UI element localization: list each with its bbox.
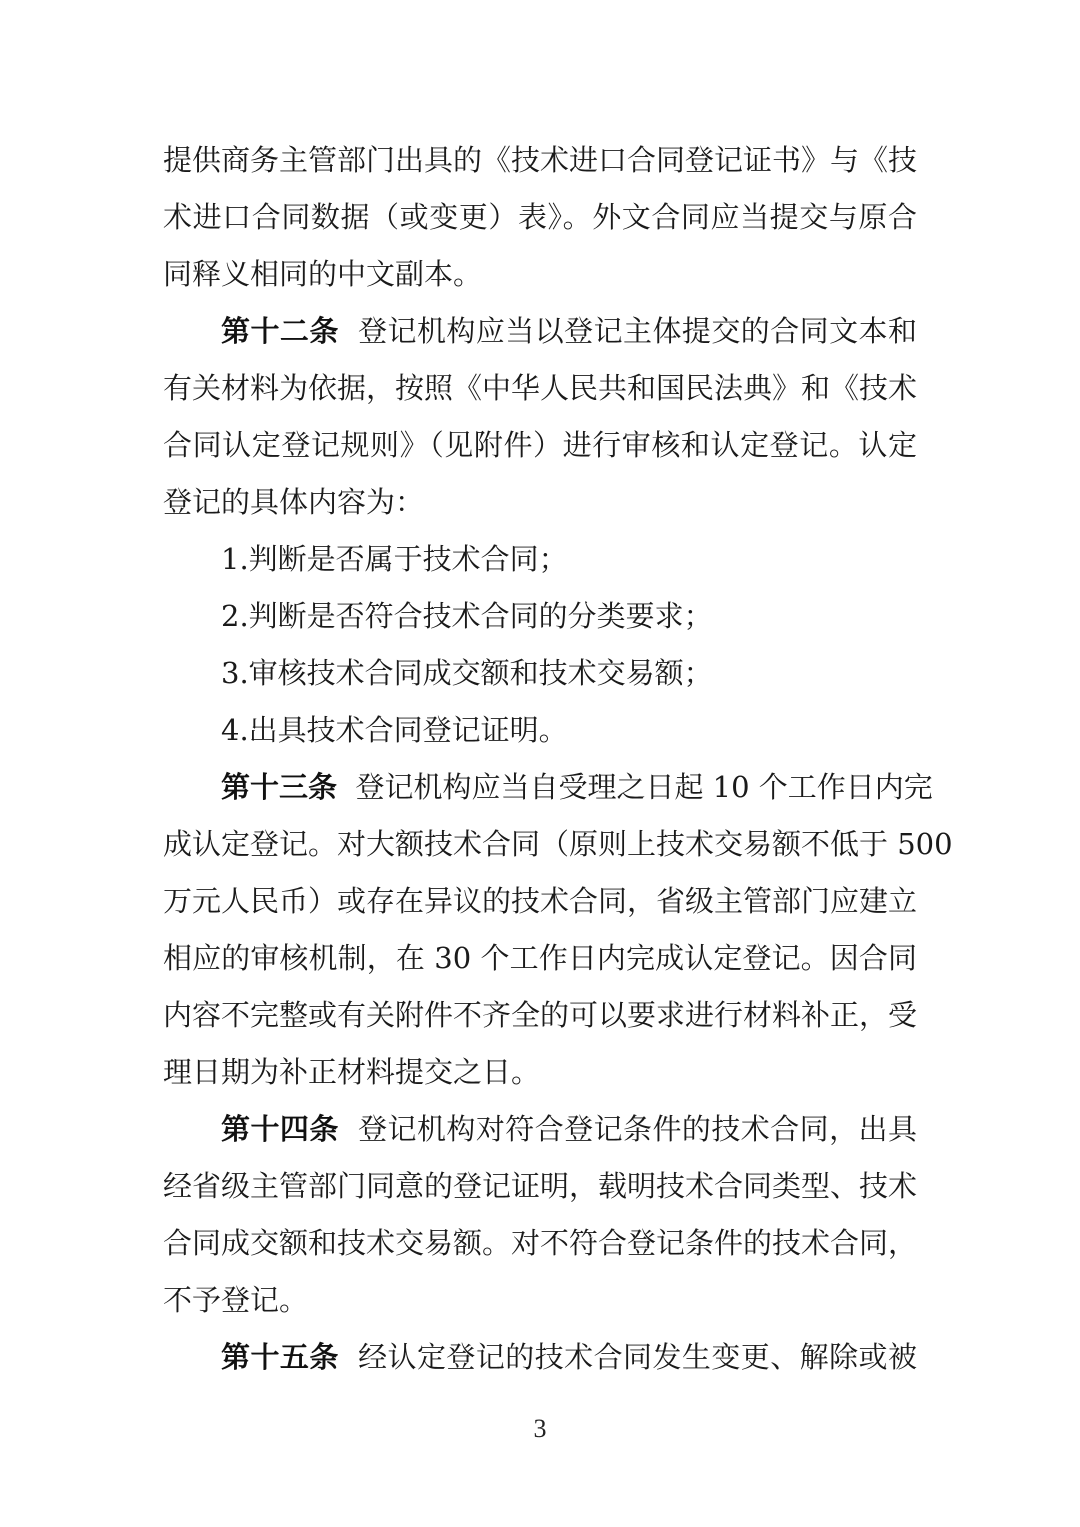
text-line <box>163 132 917 189</box>
text-line <box>163 759 933 816</box>
text-line <box>163 417 917 474</box>
text-line <box>163 588 917 645</box>
text-line <box>163 531 917 588</box>
line-text: 理日期为补正材料提交之日。 <box>163 1055 541 1089</box>
line-text: 术进口合同数据（或变更）表》。外文合同应当提交与原合 <box>163 200 917 234</box>
line-text: 1.判断是否属于技术合同； <box>221 542 568 576</box>
text-line <box>163 1044 917 1101</box>
page-number: 3 <box>533 1414 547 1443</box>
text-line <box>163 816 953 873</box>
line-text: 内容不完整或有关附件不齐全的可以要求进行材料补正，受 <box>163 998 918 1032</box>
line-text: 2.判断是否符合技术合同的分类要求； <box>221 599 713 633</box>
line-text: 登记的具体内容为： <box>163 485 425 519</box>
text-line <box>163 702 917 759</box>
text-line <box>163 1215 917 1272</box>
line-text: 登记机构应当以登记主体提交的合同文本和 <box>338 314 917 348</box>
line-text: 4.出具技术合同登记证明。 <box>221 713 568 747</box>
article-number: 第十五条 <box>221 1340 339 1374</box>
line-text: 同释义相同的中文副本。 <box>163 257 483 291</box>
text-line <box>163 930 917 987</box>
text-line <box>163 189 917 246</box>
text-line <box>163 1101 917 1158</box>
line-text: 登记机构应当自受理之日起 10 个工作日内完 <box>337 770 933 804</box>
text-line <box>163 360 917 417</box>
line-text: 成认定登记。对大额技术合同（原则上技术交易额不低于 500 <box>163 827 953 861</box>
line-text: 3.审核技术合同成交额和技术交易额； <box>221 656 713 690</box>
line-text: 提供商务主管部门出具的《技术进口合同登记证书》与《技 <box>163 143 918 177</box>
text-line <box>163 303 917 360</box>
article-number: 第十二条 <box>221 314 339 348</box>
line-text: 相应的审核机制，在 30 个工作日内完成认定登记。因合同 <box>163 941 917 975</box>
text-line <box>163 987 917 1044</box>
article-number: 第十三条 <box>221 770 338 804</box>
line-text: 经省级主管部门同意的登记证明，载明技术合同类型、技术 <box>163 1169 918 1203</box>
line-text: 登记机构对符合登记条件的技术合同，出具 <box>338 1112 917 1146</box>
text-line <box>163 1329 917 1386</box>
text-line <box>163 246 917 303</box>
line-text: 有关材料为依据，按照《中华人民共和国民法典》和《技术 <box>163 371 918 405</box>
article-number: 第十四条 <box>221 1112 339 1146</box>
line-text: 万元人民币）或存在异议的技术合同，省级主管部门应建立 <box>163 884 918 918</box>
text-line <box>163 474 917 531</box>
text-line <box>163 1158 917 1215</box>
line-text: 经认定登记的技术合同发生变更、解除或被 <box>338 1340 917 1374</box>
line-text: 合同认定登记规则》（见附件）进行审核和认定登记。认定 <box>163 428 917 462</box>
line-text: 合同成交额和技术交易额。对不符合登记条件的技术合同， <box>163 1226 918 1260</box>
document-body <box>163 132 953 1386</box>
line-text: 不予登记。 <box>163 1283 309 1317</box>
text-line <box>163 873 917 930</box>
text-line <box>163 1272 917 1329</box>
text-line <box>163 645 917 702</box>
